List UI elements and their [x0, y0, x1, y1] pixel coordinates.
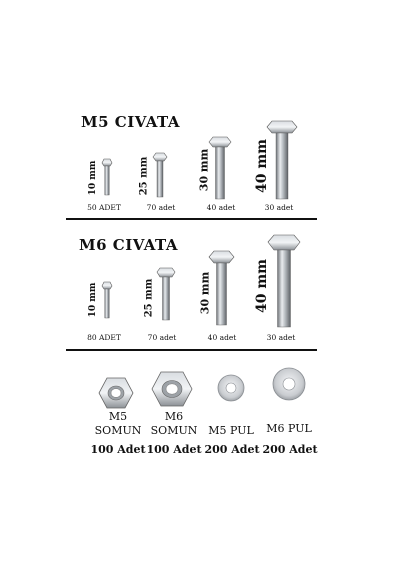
- bolt-icon: [266, 120, 298, 200]
- bolt-icon: [101, 158, 113, 196]
- section-divider: [66, 218, 317, 220]
- bolt-icon: [208, 136, 232, 200]
- washer-icon: [272, 367, 306, 401]
- hardware-name-line2: SOMUN: [94, 424, 142, 437]
- bolt-size-label: 10 mm: [88, 282, 98, 318]
- hardware-name: [151, 410, 198, 438]
- hardware-quantity: 200 Adet: [262, 443, 318, 456]
- bolt-size-label: 30 mm: [198, 271, 212, 315]
- hardware-name: [208, 424, 254, 438]
- m6-section-title: M6 CIVATA: [79, 236, 178, 254]
- hex-nut-icon: [98, 377, 134, 409]
- bolt-quantity: 30 adet: [264, 203, 294, 212]
- bolt-quantity: 70 adet: [147, 333, 177, 342]
- bolt-quantity: 50 ADET: [87, 203, 121, 212]
- bolt-size-label: 40 mm: [254, 139, 270, 193]
- bolt-quantity: 40 adet: [206, 203, 236, 212]
- bolt-size-label: 30 mm: [197, 148, 211, 192]
- m5-section-title: M5 CIVATA: [81, 113, 180, 131]
- bolt-quantity: 80 ADET: [87, 333, 121, 342]
- hardware-name-line1: M6: [164, 410, 184, 423]
- bolt-icon: [208, 250, 235, 326]
- section-divider: [66, 349, 317, 351]
- bolt-size-label: 25 mm: [138, 156, 150, 196]
- bolt-quantity: 40 adet: [207, 333, 237, 342]
- bolt-size-label: 40 mm: [254, 259, 270, 313]
- hardware-quantity: 200 Adet: [204, 443, 260, 456]
- bolt-size-label: 10 mm: [88, 160, 98, 196]
- bolt-icon: [152, 152, 168, 198]
- hardware-name-line1: M6 PUL: [266, 422, 312, 435]
- bolt-size-label: 25 mm: [143, 278, 155, 318]
- bolt-quantity: 70 adet: [146, 203, 176, 212]
- hardware-name-line1: M5: [108, 410, 128, 423]
- hardware-name: [266, 422, 312, 436]
- hardware-name-line2: SOMUN: [150, 424, 198, 437]
- hex-nut-icon: [151, 371, 193, 407]
- hardware-quantity: 100 Adet: [90, 443, 146, 456]
- bolt-icon: [267, 234, 301, 328]
- bolt-icon: [101, 281, 113, 319]
- bolt-quantity: 30 adet: [266, 333, 296, 342]
- hardware-name: [95, 410, 142, 438]
- washer-icon: [217, 374, 245, 402]
- hardware-name-line1: M5 PUL: [208, 424, 254, 437]
- bolt-icon: [156, 267, 176, 321]
- hardware-quantity: 100 Adet: [146, 443, 202, 456]
